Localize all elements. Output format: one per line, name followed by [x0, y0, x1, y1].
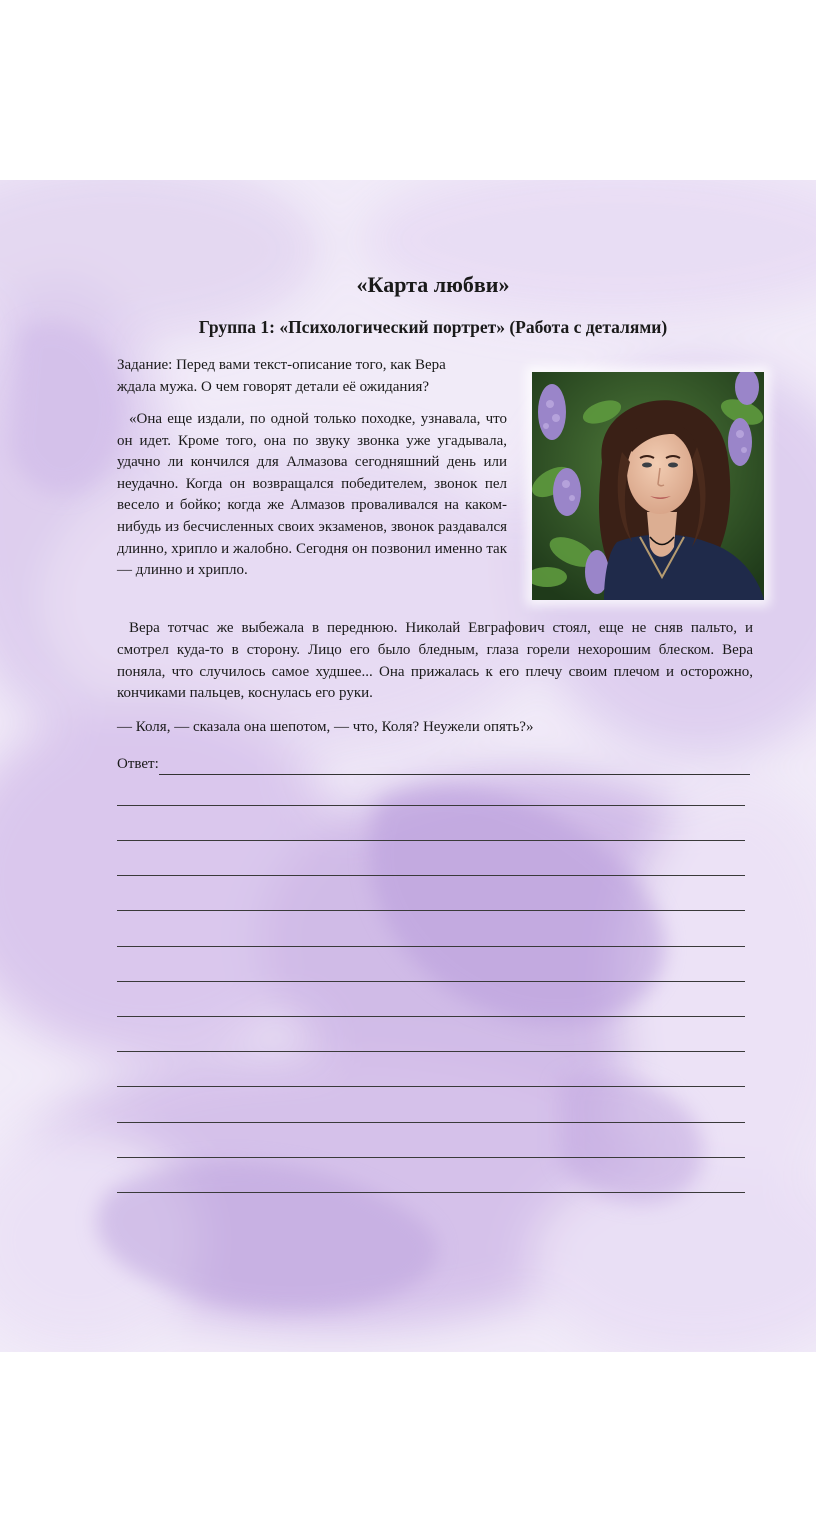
answer-line[interactable] — [117, 1051, 745, 1052]
answer-first-line[interactable] — [159, 756, 750, 775]
answer-line[interactable] — [117, 946, 745, 947]
answer-label: Ответ: — [117, 756, 159, 772]
answer-line[interactable] — [117, 875, 745, 876]
answer-line[interactable] — [117, 1016, 745, 1017]
worksheet-page — [0, 180, 816, 1352]
answer-line[interactable] — [117, 840, 745, 841]
answer-row — [117, 753, 750, 775]
answer-line[interactable] — [117, 981, 745, 982]
worksheet-content — [0, 180, 816, 1352]
answer-line[interactable] — [117, 1157, 745, 1158]
answer-line[interactable] — [117, 910, 745, 911]
answer-line[interactable] — [117, 1192, 745, 1193]
passage-paragraph-1: «Она еще издали, по одной только походке, узнавала, что он идет. Кроме того, она по звуку звонка уже угадывала, удачно ли кончился для Алмазова сегодняшний день или неудачно. Когда он возвращался победителем, звонок пел весело и бойко; когда же Алмазов проваливался на каком-нибудь из бесчисленных своих экзаменов, звонок раздавался длинно, хрипло и жалобно. Сегодня он позвонил именно так — длинно и хрипло. — [117, 411, 507, 579]
passage-paragraph-3: — Коля, — сказала она шепотом, — что, Коля? Неужели опять?» — [117, 719, 534, 735]
answer-line[interactable] — [117, 805, 745, 806]
group-subtitle: Группа 1: «Психологический портрет» (Работа с деталями) — [198, 317, 668, 337]
answer-line[interactable] — [117, 1086, 745, 1087]
task-instruction: Задание: Перед вами текст-описание того, как Вера ждала мужа. О чем говорят детали её ожидания? — [117, 357, 446, 395]
answer-line[interactable] — [117, 1122, 745, 1123]
page-title: «Карта любви» — [356, 272, 510, 297]
passage-paragraph-2: Вера тотчас же выбежала в переднюю. Николай Евграфович стоял, еще не сняв пальто, и смотрел куда-то в сторону. Лицо его было бледным, глаза горели нехорошим блеском. Вера поняла, что случилось самое худшее... Она прижалась к его плечу своим плечом и осторожно, кончиками пальцев, коснулась его руки. — [117, 620, 753, 702]
portrait-photo-icon — [532, 372, 764, 600]
portrait-image — [532, 372, 764, 600]
